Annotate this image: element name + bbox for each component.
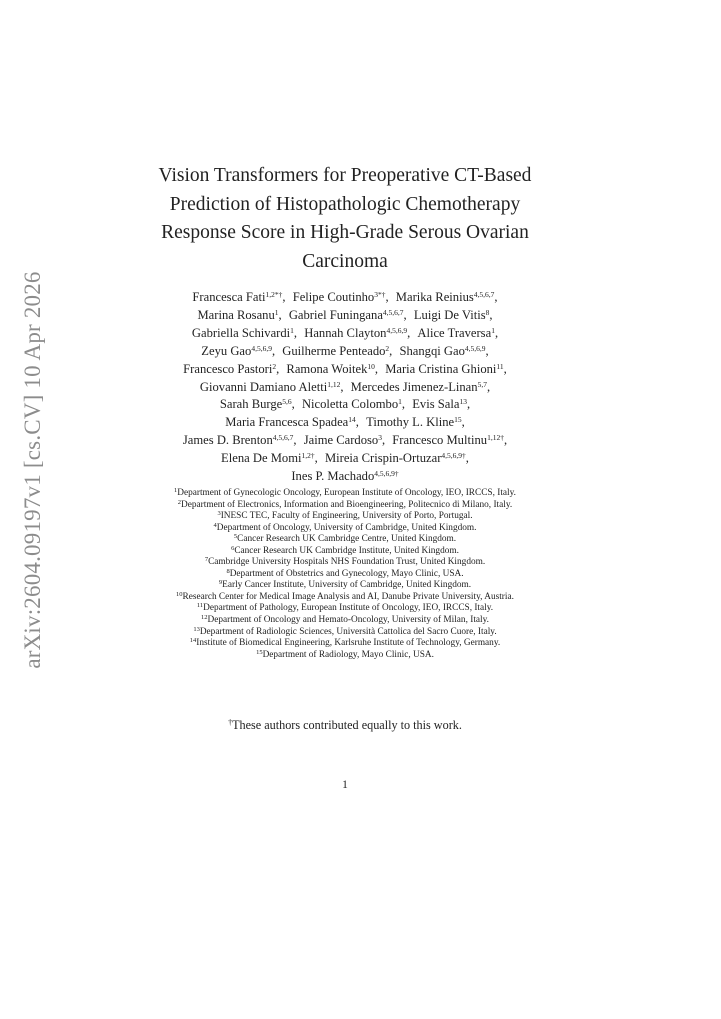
affiliation-text: Department of Radiologic Sciences, Università Cattolica del Sacro Cuore, Italy.: [199, 626, 497, 637]
affiliation-number: 3: [217, 510, 221, 518]
author-entry: [412, 397, 467, 411]
author-affiliation-marks: 2: [385, 343, 390, 353]
affiliation-text: Cancer Research UK Cambridge Institute, United Kingdom.: [234, 545, 459, 556]
author-entry: [282, 344, 389, 358]
author-entry: [302, 397, 402, 411]
author-affiliation-marks: 13: [459, 397, 467, 407]
author-name: Timothy L. Kline: [366, 415, 455, 430]
author-entry: [417, 326, 495, 340]
author-line: Marina Rosanu$^1$, Gabriel Funingana$^{4,5,6,7}$, Luigi De Vitis$^8$,: [197, 307, 493, 322]
affiliation-list: [95, 488, 595, 661]
author-name: Elena De Momi: [221, 451, 302, 466]
author-entry: [221, 451, 315, 465]
author-entry: [396, 290, 495, 304]
author-line: Francesca Fati$^{1,2*\dagger}$, Felipe Coutinho$^{3*\dagger}$, Marika Reinius$^{4,5,6,7}$,: [192, 290, 498, 304]
affiliation-item: [95, 557, 595, 569]
author-affiliation-marks: 1,12: [327, 379, 341, 389]
author-entry: [392, 433, 504, 447]
author-affiliation-marks: 8: [485, 307, 490, 317]
affiliation-number: 13: [193, 625, 200, 633]
author-affiliation-marks: 4,5,6,7: [382, 307, 404, 317]
author-name: Evis Sala: [412, 397, 460, 412]
author-affiliation-marks: 4,5,6,9†: [374, 469, 399, 479]
author-line: Sarah Burge$^{5,6}$, Nicoletta Colombo$^1$, Evis Sala$^{13}$,: [219, 397, 471, 412]
affiliation-number: 9: [218, 579, 223, 587]
affiliation-text: Department of Gynecologic Oncology, European Institute of Oncology, IEO, IRCCS, Italy.: [177, 488, 516, 498]
author-affiliation-marks: 1,2†: [301, 451, 315, 461]
paper-title: [130, 162, 560, 276]
author-entry: [304, 433, 382, 447]
author-name: Francesco Multinu: [392, 433, 488, 448]
affiliation-number: 11: [196, 602, 204, 610]
author-affiliation-marks: 1,2*†: [265, 290, 283, 299]
author-name: Felipe Coutinho: [292, 290, 375, 304]
affiliation-item: [95, 500, 595, 512]
author-entry: [399, 344, 485, 358]
author-line: Francesco Pastori$^2$, Ramona Woitek$^{10}$, Maria Cristina Ghioni$^{11}$,: [183, 361, 507, 376]
author-name: Nicoletta Colombo: [301, 397, 399, 412]
affiliation-number: 1: [174, 487, 178, 494]
affiliation-item: [95, 580, 595, 592]
author-entry: [286, 362, 374, 376]
author-entry: [183, 433, 294, 447]
author-name: Gabriel Funingana: [288, 307, 383, 322]
author-line: Zeyu Gao$^{4,5,6,9}$, Guilherme Penteado$^2$, Shangqi Gao$^{4,5,6,9}$,: [201, 343, 489, 358]
affiliation-number: 12: [200, 614, 208, 622]
author-entry: [366, 415, 462, 429]
author-entry: [304, 326, 407, 340]
author-line: Giovanni Damiano Aletti$^{1,12}$, Mercedes Jimenez-Linan$^{5,7}$,: [199, 379, 491, 394]
footnote-text: These authors contributed equally to this work.: [232, 718, 462, 732]
author-affiliation-marks: 3*†: [374, 290, 386, 299]
author-affiliation-marks: 1,12†: [487, 433, 504, 443]
author-name: Francesco Pastori: [183, 361, 273, 376]
author-name: Guilherme Penteado: [282, 343, 386, 358]
affiliation-text: Cambridge University Hospitals NHS Foundation Trust, United Kingdom.: [208, 557, 486, 568]
affiliation-text: Department of Obstetrics and Gynecology, Mayo Clinic, USA.: [229, 568, 464, 579]
author-entry: [192, 290, 282, 304]
affiliation-number: 5: [233, 533, 238, 541]
affiliation-number: 4: [213, 521, 217, 529]
author-name: Jaime Cardoso: [303, 433, 379, 448]
author-name: Mercedes Jimenez-Linan: [350, 379, 478, 394]
author-name: Maria Cristina Ghioni: [385, 361, 497, 376]
author-affiliation-marks: 1: [274, 307, 279, 317]
author-name: Francesca Fati: [192, 290, 266, 304]
affiliation-number: 10: [176, 590, 183, 598]
author-name: Zeyu Gao: [201, 343, 252, 358]
author-line: Gabriella Schivardi$^1$, Hannah Clayton$^{4,5,6,9}$, Alice Traversa$^1$,: [191, 325, 499, 340]
author-line: James D. Brenton$^{4,5,6,7}$, Jaime Cardoso$^3$, Francesco Multinu$^{1,12\dagger}$,: [182, 433, 508, 448]
author-affiliation-marks: 4,5,6,9†: [441, 451, 466, 461]
page-number: 1: [342, 779, 348, 791]
author-name: Mireia Crispin-Ortuzar: [324, 451, 442, 466]
author-name: Ramona Woitek: [286, 361, 368, 376]
author-entry: [192, 326, 294, 340]
author-entry: [197, 308, 278, 322]
author-name: Luigi De Vitis: [413, 307, 486, 322]
author-entry: [325, 451, 466, 465]
author-entry: [220, 397, 292, 411]
equal-contribution-footnote: [120, 718, 570, 733]
author-affiliation-marks: 3: [378, 433, 382, 443]
affiliation-text: Early Cancer Institute, University of Cambridge, United Kingdom.: [222, 580, 472, 591]
affiliation-item: [95, 523, 595, 535]
author-affiliation-marks: 11: [496, 361, 504, 371]
affiliation-text: Cancer Research UK Cambridge Centre, United Kingdom.: [237, 534, 457, 545]
author-entry: [225, 415, 356, 429]
author-affiliation-marks: 14: [348, 415, 356, 425]
title-line: Prediction of Histopathologic Chemotherapy: [169, 193, 521, 215]
author-name: Hannah Clayton: [304, 325, 387, 340]
affiliation-text: INESC TEC, Faculty of Engineering, University of Porto, Portugal.: [220, 511, 473, 522]
author-name: James D. Brenton: [182, 433, 273, 448]
author-entry: [293, 290, 386, 304]
title-line: Response Score in High-Grade Serous Ovarian: [161, 222, 529, 243]
title-line: Vision Transformers for Preoperative CT-Based: [158, 165, 532, 186]
author-affiliation-marks: 4,5,6,9: [464, 343, 486, 353]
affiliation-number: 14: [189, 637, 197, 645]
affiliation-number: 15: [256, 648, 263, 656]
affiliation-item: [95, 488, 595, 500]
author-name: Maria Francesca Spadea: [225, 415, 349, 430]
affiliation-item: [95, 511, 595, 523]
author-entry: [183, 362, 276, 376]
author-entry: [414, 308, 490, 322]
author-affiliation-marks: 1: [491, 325, 495, 335]
author-affiliation-marks: 5,6: [282, 397, 292, 407]
affiliation-item: [95, 638, 595, 650]
affiliation-text: Department of Electronics, Information and Bioengineering, Politecnico di Milano, Italy.: [181, 499, 513, 510]
affiliation-item: [95, 569, 595, 581]
author-name: Sarah Burge: [219, 397, 283, 412]
author-list: [100, 289, 590, 486]
author-entry: [351, 380, 487, 394]
author-entry: [201, 344, 272, 358]
author-affiliation-marks: 4,5,6,9: [251, 343, 272, 353]
author-affiliation-marks: 4,5,6,7: [272, 433, 294, 443]
affiliation-text: Department of Oncology and Hemato-Oncology, University of Milan, Italy.: [207, 615, 489, 626]
affiliation-item: [95, 615, 595, 627]
arxiv-identifier-stamp: arXiv:2604.09197v1 [cs.CV] 10 Apr 2026: [20, 271, 45, 669]
affiliation-number: 2: [177, 498, 182, 506]
footnote-mark: †: [228, 718, 233, 727]
author-affiliation-marks: 1: [398, 397, 402, 407]
affiliation-number: 8: [226, 567, 230, 575]
affiliation-item: [95, 650, 595, 662]
author-entry: [200, 380, 340, 394]
author-name: Alice Traversa: [417, 325, 492, 340]
author-name: Shangqi Gao: [399, 343, 465, 358]
author-affiliation-marks: 15: [454, 415, 462, 425]
affiliation-item: [95, 627, 595, 639]
author-name: Marika Reinius: [395, 290, 474, 304]
author-entry: [385, 362, 503, 376]
affiliation-text: Department of Radiology, Mayo Clinic, USA.: [262, 649, 434, 660]
affiliation-item: [95, 546, 595, 558]
title-line: Carcinoma: [302, 250, 388, 272]
affiliation-text: Department of Oncology, University of Cambridge, United Kingdom.: [216, 522, 477, 533]
author-name: Marina Rosanu: [197, 307, 275, 322]
author-line: Elena De Momi$^{1,2\dagger}$, Mireia Crispin-Ortuzar$^{4,5,6,9\dagger}$,: [221, 451, 469, 466]
author-affiliation-marks: 4,5,6,7: [473, 290, 495, 299]
author-affiliation-marks: 2: [272, 361, 277, 371]
author-affiliation-marks: 5,7: [477, 379, 487, 389]
author-affiliation-marks: 10: [367, 361, 375, 371]
affiliation-text: Department of Pathology, European Institute of Oncology, IEO, IRCCS, Italy.: [203, 603, 494, 614]
author-affiliation-marks: 1: [290, 325, 294, 335]
author-name: Ines P. Machado: [291, 469, 375, 484]
author-name: Giovanni Damiano Aletti: [199, 379, 328, 394]
author-line: Maria Francesca Spadea$^{14}$, Timothy L. Kline$^{15}$,: [225, 415, 465, 430]
affiliation-item: [95, 592, 595, 604]
affiliation-text: Research Center for Medical Image Analysis and AI, Danube Private University, Austria.: [182, 591, 514, 602]
affiliation-number: 6: [231, 544, 235, 552]
affiliation-text: Institute of Biomedical Engineering, Karlsruhe Institute of Technology, Germany.: [196, 638, 501, 649]
author-affiliation-marks: 4,5,6,9: [386, 325, 408, 335]
affiliation-item: [95, 534, 595, 546]
affiliation-number: 7: [204, 556, 209, 564]
affiliation-item: [95, 603, 595, 615]
author-line: [100, 468, 590, 486]
author-entry: [289, 308, 404, 322]
author-name: Gabriella Schivardi: [191, 325, 291, 340]
author-entry: [291, 469, 398, 483]
